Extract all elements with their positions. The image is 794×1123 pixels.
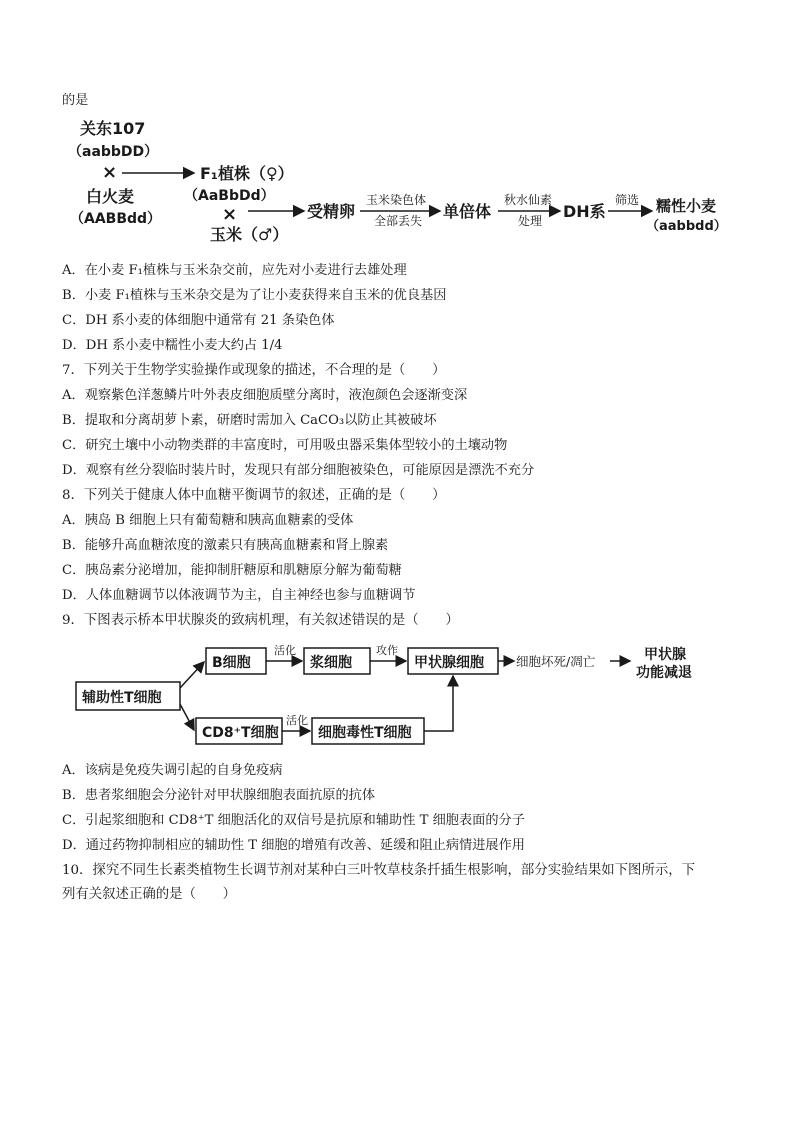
branch-upper (180, 662, 204, 688)
breeding-diagram (60, 112, 740, 247)
branch-lower (180, 704, 194, 730)
q9-option-b: B．患者浆细胞会分泌针对甲状腺细胞表面抗原的抗体 (62, 788, 376, 803)
step2-bottom-label: 处理 (518, 214, 543, 228)
q8-option-c: C．胰岛素分泌增加，能抑制肝糖原和肌糖原分解为葡萄糖 (62, 563, 402, 578)
b-cell-label: B细胞 (212, 655, 251, 671)
q6-option-c: C．DH 系小麦的体细胞中通常有 21 条染色体 (62, 313, 335, 328)
attack-label: 攻作 (376, 644, 398, 657)
q10-stem-line1: 10．探究不同生长素类植物生长调节剂对某种白三叶牧草枝条扦插生根影响，部分实验结果如下图所示，下 (62, 863, 696, 878)
maize-parent: 玉米（♂） (210, 225, 289, 244)
f1-genotype: （AaBbDd） (184, 188, 275, 204)
outcome-line1: 甲状腺 (644, 647, 686, 663)
parent2-name: 白火麦 (86, 187, 135, 206)
cd8-label: CD8⁺T细胞 (202, 725, 279, 741)
step1-bottom-label: 全部丢失 (374, 214, 423, 228)
activate-label-2: 活化 (286, 714, 308, 727)
q8-option-b: B．能够升高血糖浓度的激素只有胰高血糖素和肾上腺素 (62, 538, 389, 553)
q10-stem-line2: 列有关叙述正确的是（ ） (62, 887, 237, 902)
q7-stem: 7．下列关于生物学实验操作或现象的描述，不合理的是（ ） (62, 363, 446, 378)
q8-option-a: A．胰岛 B 细胞上只有葡萄糖和胰高血糖素的受体 (62, 513, 354, 528)
q7-option-d: D．观察有丝分裂临时装片时，发现只有部分细胞被染色，可能原因是漂洗不充分 (62, 463, 535, 478)
outcome-line2: 功能减退 (636, 665, 692, 681)
activate-label-1: 活化 (274, 644, 296, 657)
q8-option-d: D．人体血糖调节以体液调节为主，自主神经也参与血糖调节 (62, 588, 416, 603)
thyroid-label: 甲状腺细胞 (414, 655, 484, 671)
q7-option-b: B．提取和分离胡萝卜素，研磨时需加入 CaCO₃以防止其被破坏 (62, 413, 437, 428)
q7-option-c: C．研究土壤中小动物类群的丰富度时，可用吸虫器采集体型较小的土壤动物 (62, 438, 508, 453)
helper-t-label: 辅助性T细胞 (82, 690, 162, 706)
result-genotype: （aabbdd） (646, 219, 727, 234)
dh-line-label: DH系 (563, 202, 606, 221)
result-name: 糯性小麦 (656, 197, 717, 215)
ctl-label: 细胞毒性T细胞 (318, 725, 412, 741)
parent2-genotype: （AABBdd） (70, 211, 162, 227)
parent1-name: 关东107 (80, 119, 146, 138)
step3-top-label: 筛选 (615, 193, 640, 207)
q9-option-d: D．通过药物抑制相应的辅助性 T 细胞的增殖有改善、延缓和阻止病情进展作用 (62, 838, 525, 853)
f1-name: F₁植株（♀） (200, 164, 294, 183)
cross-sign-2: × (222, 204, 238, 225)
q9-option-a: A．该病是免疫失调引起的自身免疫病 (62, 763, 283, 778)
q8-stem: 8．下列关于健康人体中血糖平衡调节的叙述，正确的是（ ） (62, 488, 446, 503)
q9-option-c: C．引起浆细胞和 CD8⁺T 细胞活化的双信号是抗原和辅助性 T 细胞表面的分子 (62, 813, 525, 828)
zygote-label: 受精卵 (307, 202, 356, 221)
lead-text: 的是 (62, 93, 89, 108)
haploid-label: 单倍体 (443, 202, 492, 221)
death-label: 细胞坏死/凋亡 (516, 654, 596, 669)
q9-stem: 9．下图表示桥本甲状腺炎的致病机理，有关叙述错误的是（ ） (62, 613, 459, 628)
arrow-ctl-to-thyroid (424, 676, 453, 731)
cross-sign-1: × (102, 162, 118, 183)
q7-option-a: A．观察紫色洋葱鳞片叶外表皮细胞质壁分离时，液泡颜色会逐渐变深 (62, 388, 468, 403)
q6-option-a: A．在小麦 F₁植株与玉米杂交前，应先对小麦进行去雄处理 (62, 263, 407, 278)
step2-top-label: 秋水仙素 (504, 193, 553, 207)
q6-option-b: B．小麦 F₁植株与玉米杂交是为了让小麦获得来自玉米的优良基因 (62, 288, 447, 303)
step1-top-label: 玉米染色体 (366, 193, 427, 207)
plasma-label: 浆细胞 (310, 655, 352, 671)
q6-option-d: D．DH 系小麦中糯性小麦大约占 1/4 (62, 338, 283, 353)
parent1-genotype: （aabbDD） (68, 144, 159, 160)
hashimoto-diagram (70, 640, 730, 752)
